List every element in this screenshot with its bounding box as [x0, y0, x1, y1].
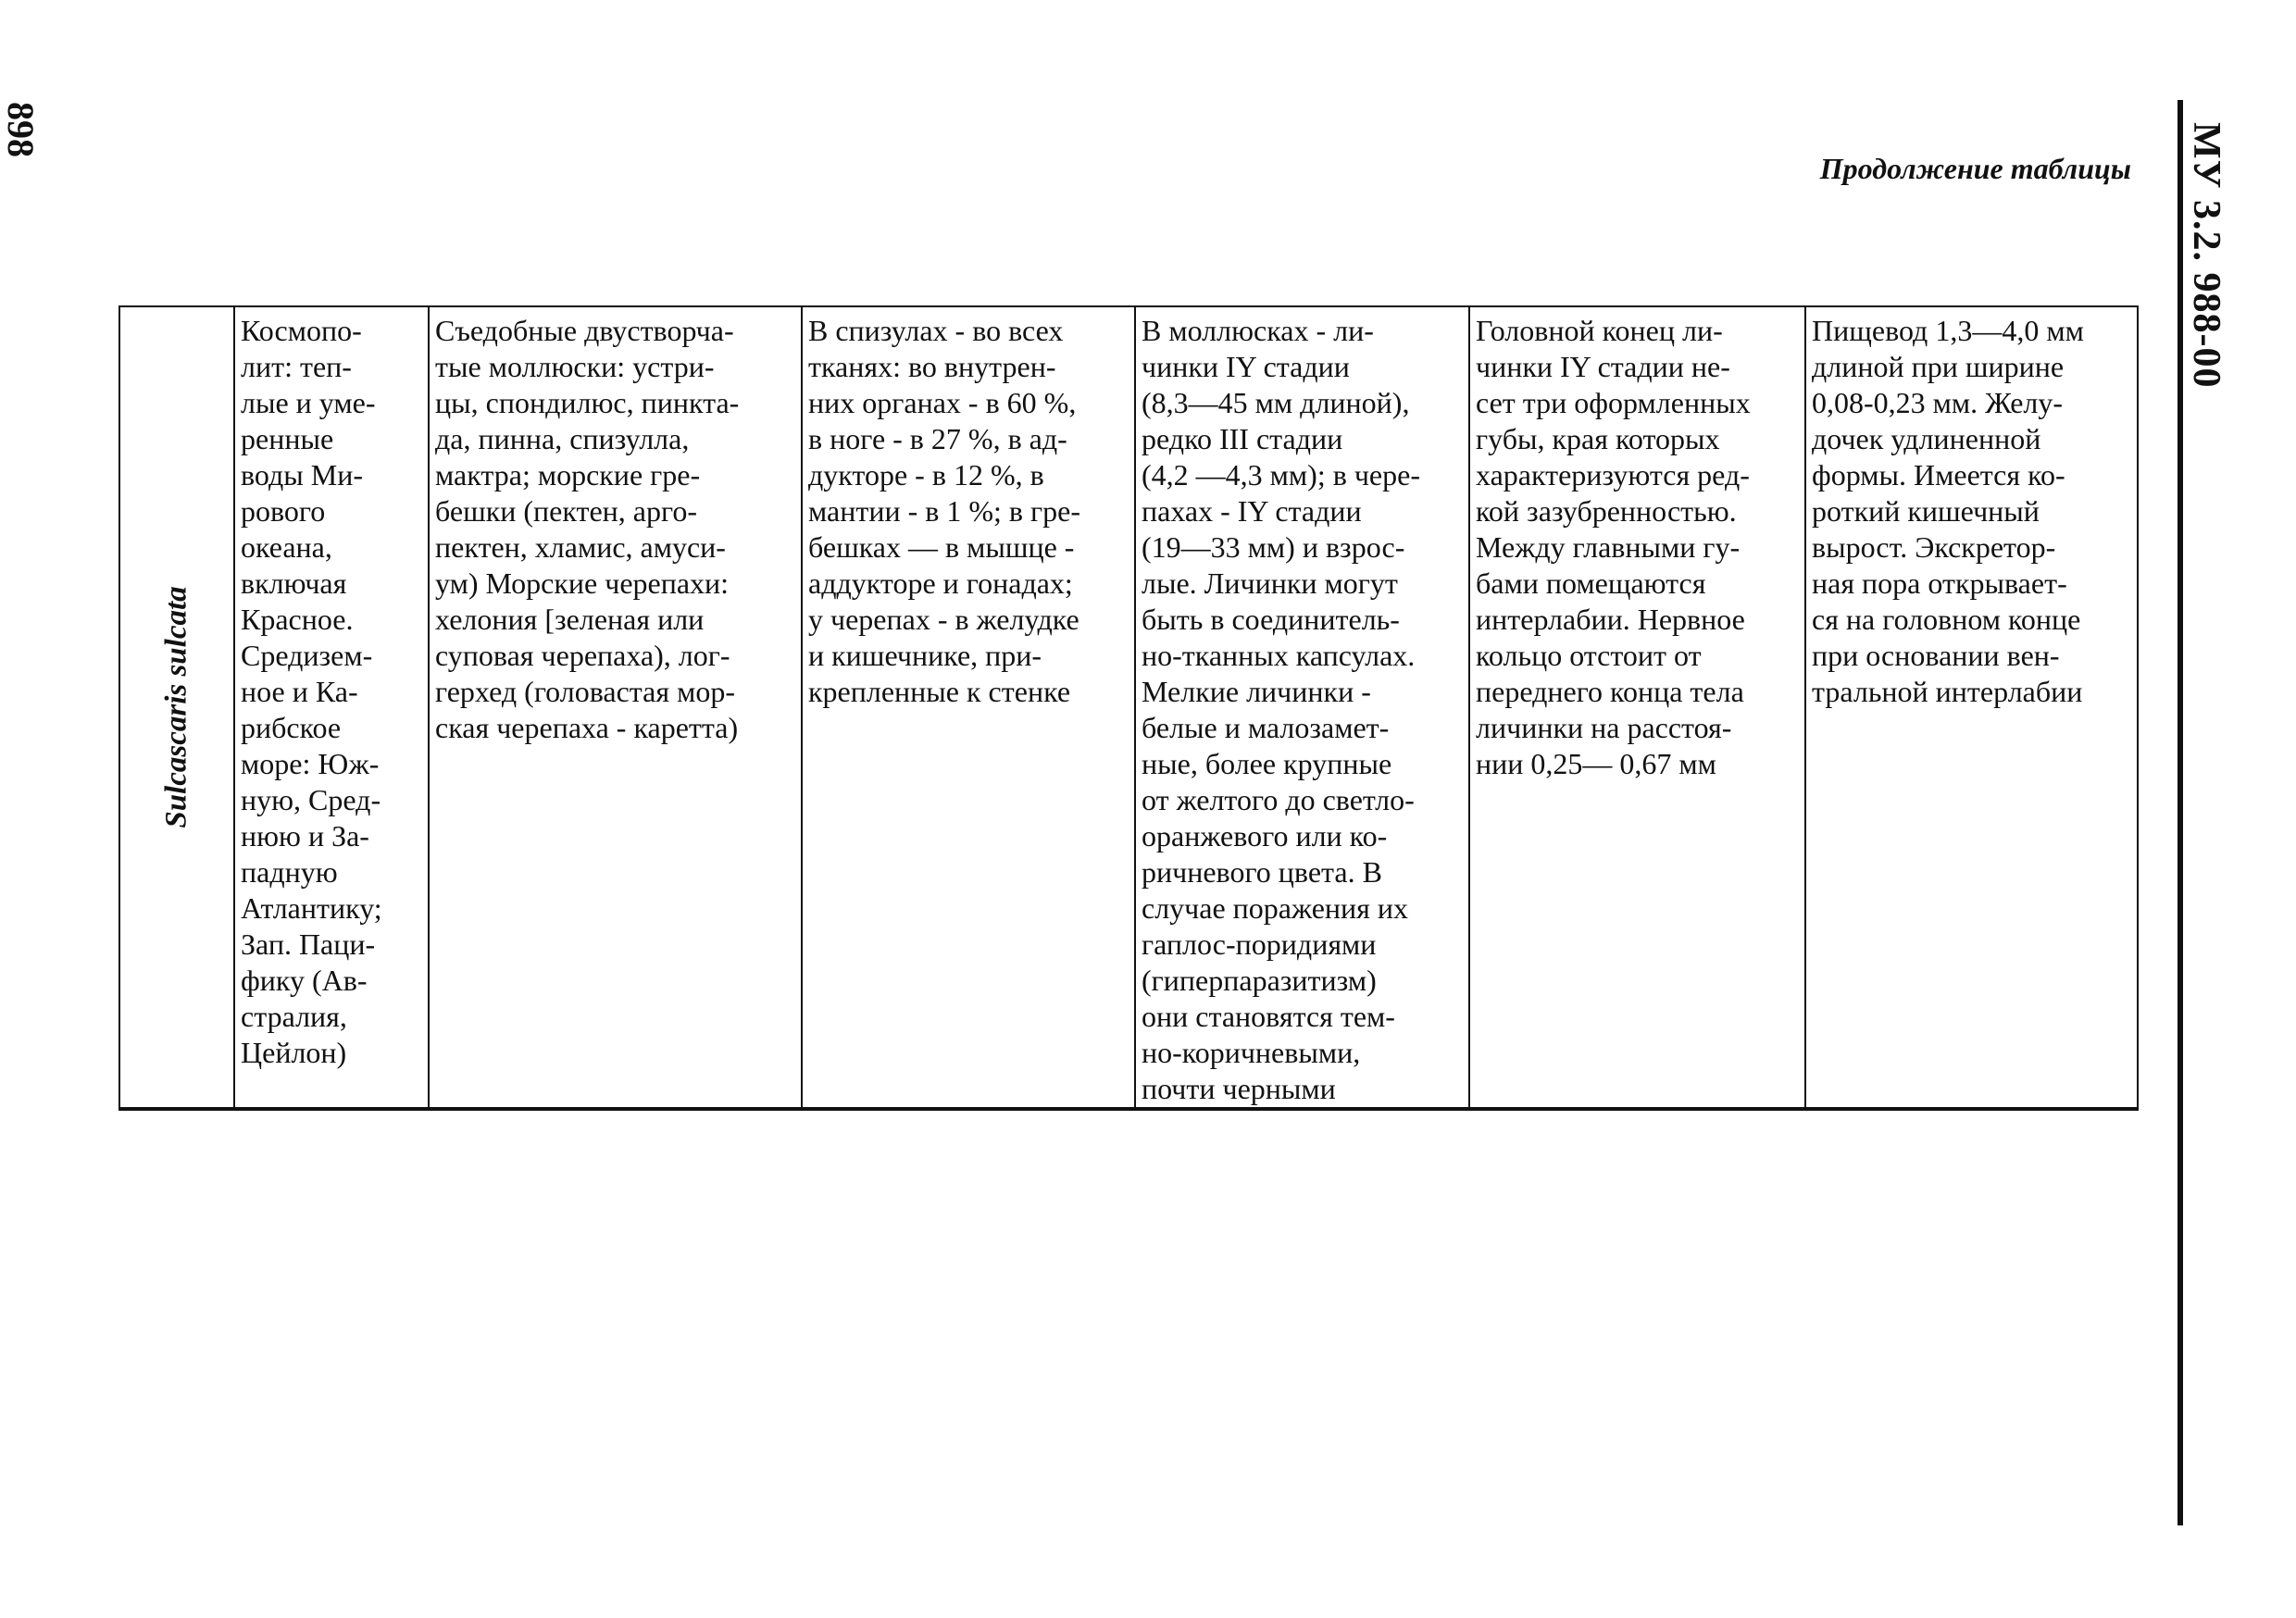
hosts-cell: Съедобные двустворча- тые моллюски: устри- цы, спондилюс, пинкта- да, пинна, спизулла, мактра; морские гре- бешки (пектен, арго- пектен, хламис, амуси- ум) Морские черепахи: хелония [зеленая или суповая черепаха), лог- герхед (головастая мор- ская черепаха - каретта): [429, 306, 802, 1109]
document-code: МУ 3.2. 988-00: [2185, 122, 2227, 389]
parasite-table: [119, 305, 2139, 1111]
species-name: Sulcascaris sulcata: [159, 586, 193, 828]
head-structure-cell: Головной конец ли- чинки IY стадии не- сет три оформленных губы, края которых характеризуются ред- кой зазубренностью. Между главными гу- бами помещаются интерлабии. Нервное кольцо отстоит от переднего конца тела личинки на расстоя- нии 0,25— 0,67 мм: [1469, 306, 1805, 1109]
table-row: [119, 306, 2138, 1109]
localization-cell: В спизулах - во всех тканях: во внутрен- них органах - в 60 %, в ноге - в 27 %, в ад- дукторе - в 12 %, в мантии - в 1 %; в гре- бешках — в мышце - аддукторе и гонадах; у черепах - в желудке и кишечнике, при- крепленные к стенке: [802, 306, 1135, 1109]
side-rule: [2177, 100, 2183, 1525]
species-cell: [119, 306, 234, 1109]
digestive-cell: Пищевод 1,3—4,0 мм длиной при ширине 0,08-0,23 мм. Желу- дочек удлиненной формы. Имеется ко- роткий кишечный вырост. Экскретор- ная пора открывает- ся на головном конце при основании вен- тральной интерлабии: [1805, 306, 2138, 1109]
continuation-label: Продолжение таблицы: [1819, 152, 2131, 185]
page-number: 898: [0, 102, 42, 157]
range-cell: Космопо- лит: теп- лые и уме- ренные воды Ми- рового океана, включая Красное. Средизем- ное и Ка- рибское море: Юж- ную, Сред- нюю и За- падную Атлантику; Зап. Паци- фику (Ав- стралия, Цейлон): [234, 306, 429, 1109]
larvae-cell: В моллюсках - ли- чинки IY стадии (8,3—45 мм длиной), редко III стадии (4,2 —4,3 мм); в чере- пахах - IY стадии (19—33 мм) и взрос- лые. Личинки могут быть в соединитель- но-тканных капсулах. Мелкие личинки - белые и малозамет- ные, более крупные от желтого до светло- оранжевого или ко- ричневого цвета. В случае поражения их гаплос-поридиями (гиперпаразитизм) они становятся тем- но-коричневыми, почти черными: [1135, 306, 1469, 1109]
